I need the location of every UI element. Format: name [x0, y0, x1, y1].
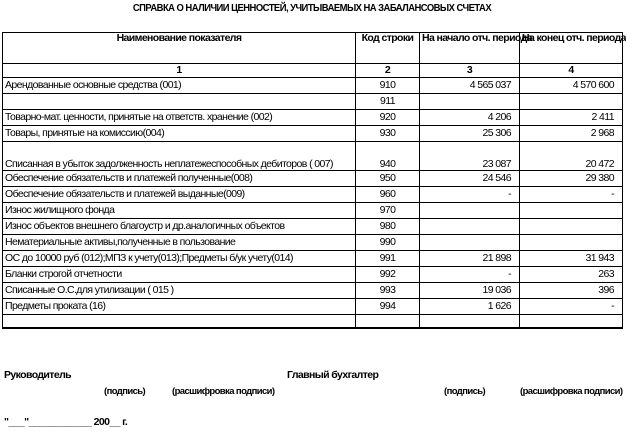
row-name: Предметы проката (16) — [3, 299, 356, 315]
row-code — [356, 315, 420, 329]
header-code: Код строки — [356, 33, 420, 64]
row-name: ОС до 10000 руб (012);МПЗ к учету(013);Предметы б/ук учету(014) — [3, 251, 356, 267]
accountant-decode-caption: (расшифровка подписи) — [520, 386, 623, 397]
row-code: 940 — [356, 142, 420, 171]
colnum-2: 2 — [356, 64, 420, 78]
row-code: 980 — [356, 219, 420, 235]
colnum-4: 4 — [520, 64, 623, 78]
row-code: 994 — [356, 299, 420, 315]
row-end — [520, 203, 623, 219]
row-begin: 4 565 037 — [420, 78, 520, 94]
row-code: 993 — [356, 283, 420, 299]
row-end: 4 570 600 — [520, 78, 623, 94]
table-row — [3, 219, 623, 235]
row-name: Списанные О.С.для утилизации ( 015 ) — [3, 283, 356, 299]
document-title: СПРАВКА О НАЛИЧИИ ЦЕННОСТЕЙ, УЧИТЫВАЕМЫХ НА ЗАБАЛАНСОВЫХ СЧЕТАХ — [132, 2, 492, 14]
accountant-sign-caption: (подпись) — [444, 386, 486, 397]
table-row — [3, 171, 623, 187]
row-end — [520, 219, 623, 235]
row-begin — [420, 315, 520, 329]
row-end: 396 — [520, 283, 623, 299]
colnum-3: 3 — [420, 64, 520, 78]
header-end: На конец отч. периода — [520, 33, 623, 64]
table-row — [3, 299, 623, 315]
row-code: 920 — [356, 110, 420, 126]
row-begin: 25 306 — [420, 126, 520, 142]
header-name: Наименование показателя — [3, 33, 356, 64]
off-balance-table — [2, 32, 626, 329]
row-name: Арендованные основные средства (001) — [3, 78, 356, 94]
row-name: Списанная в убыток задолженность неплатежеспособных дебиторов ( 007) — [3, 142, 356, 171]
row-begin: 23 087 — [420, 142, 520, 171]
table-row — [3, 110, 623, 126]
row-name: Нематериальные активы,полученные в пользование — [3, 235, 356, 251]
row-end: 29 380 — [520, 171, 623, 187]
row-code: 991 — [356, 251, 420, 267]
row-code: 970 — [356, 203, 420, 219]
row-begin: 21 898 — [420, 251, 520, 267]
row-end: 31 943 — [520, 251, 623, 267]
director-label: Руководитель — [4, 369, 71, 381]
row-name: Обеспечение обязательств и платежей полученные(008) — [3, 171, 356, 187]
row-begin: - — [420, 267, 520, 283]
row-name: Обеспечение обязательств и платежей выданные(009) — [3, 187, 356, 203]
table-row — [3, 126, 623, 142]
accountant-label: Главный бухгалтер — [287, 369, 379, 381]
row-name — [3, 94, 356, 110]
column-number-row — [3, 64, 623, 78]
row-end — [520, 315, 623, 329]
table-row — [3, 315, 623, 329]
table-row — [3, 267, 623, 283]
row-name: Износ объектов внешнего благоустр и др.аналогичных объектов — [3, 219, 356, 235]
row-code: 960 — [356, 187, 420, 203]
table-row — [3, 251, 623, 267]
row-begin — [420, 235, 520, 251]
row-end: 20 472 — [520, 142, 623, 171]
row-begin: 24 546 — [420, 171, 520, 187]
row-begin: 19 036 — [420, 283, 520, 299]
row-end: - — [520, 299, 623, 315]
row-begin — [420, 203, 520, 219]
row-code: 990 — [356, 235, 420, 251]
row-code: 911 — [356, 94, 420, 110]
row-begin: - — [420, 187, 520, 203]
date-line: "___"____________ 200__ г. — [4, 416, 128, 428]
row-name: Бланки строгой отчетности — [3, 267, 356, 283]
table-row — [3, 235, 623, 251]
table-row — [3, 203, 623, 219]
table-row — [3, 187, 623, 203]
row-name: Товары, принятые на комиссию(004) — [3, 126, 356, 142]
row-begin: 4 206 — [420, 110, 520, 126]
row-end: 2 411 — [520, 110, 623, 126]
row-code: 992 — [356, 267, 420, 283]
row-name — [3, 315, 356, 329]
row-end: - — [520, 187, 623, 203]
row-code: 910 — [356, 78, 420, 94]
row-end — [520, 94, 623, 110]
colnum-1: 1 — [3, 64, 356, 78]
row-code: 930 — [356, 126, 420, 142]
row-name: Износ жилищного фонда — [3, 203, 356, 219]
row-code: 950 — [356, 171, 420, 187]
table-header-row — [3, 33, 623, 64]
row-end — [520, 235, 623, 251]
table-row — [3, 78, 623, 94]
director-sign-caption: (подпись) — [104, 386, 146, 397]
row-begin — [420, 94, 520, 110]
row-begin: 1 626 — [420, 299, 520, 315]
row-begin — [420, 219, 520, 235]
table-row — [3, 94, 623, 110]
header-begin: На начало отч. периода — [420, 33, 520, 64]
row-name: Товарно-мат. ценности, принятые на ответств. хранение (002) — [3, 110, 356, 126]
row-end: 2 968 — [520, 126, 623, 142]
table-row — [3, 142, 623, 171]
row-end: 263 — [520, 267, 623, 283]
table-row — [3, 283, 623, 299]
director-decode-caption: (расшифровка подписи) — [172, 386, 275, 397]
